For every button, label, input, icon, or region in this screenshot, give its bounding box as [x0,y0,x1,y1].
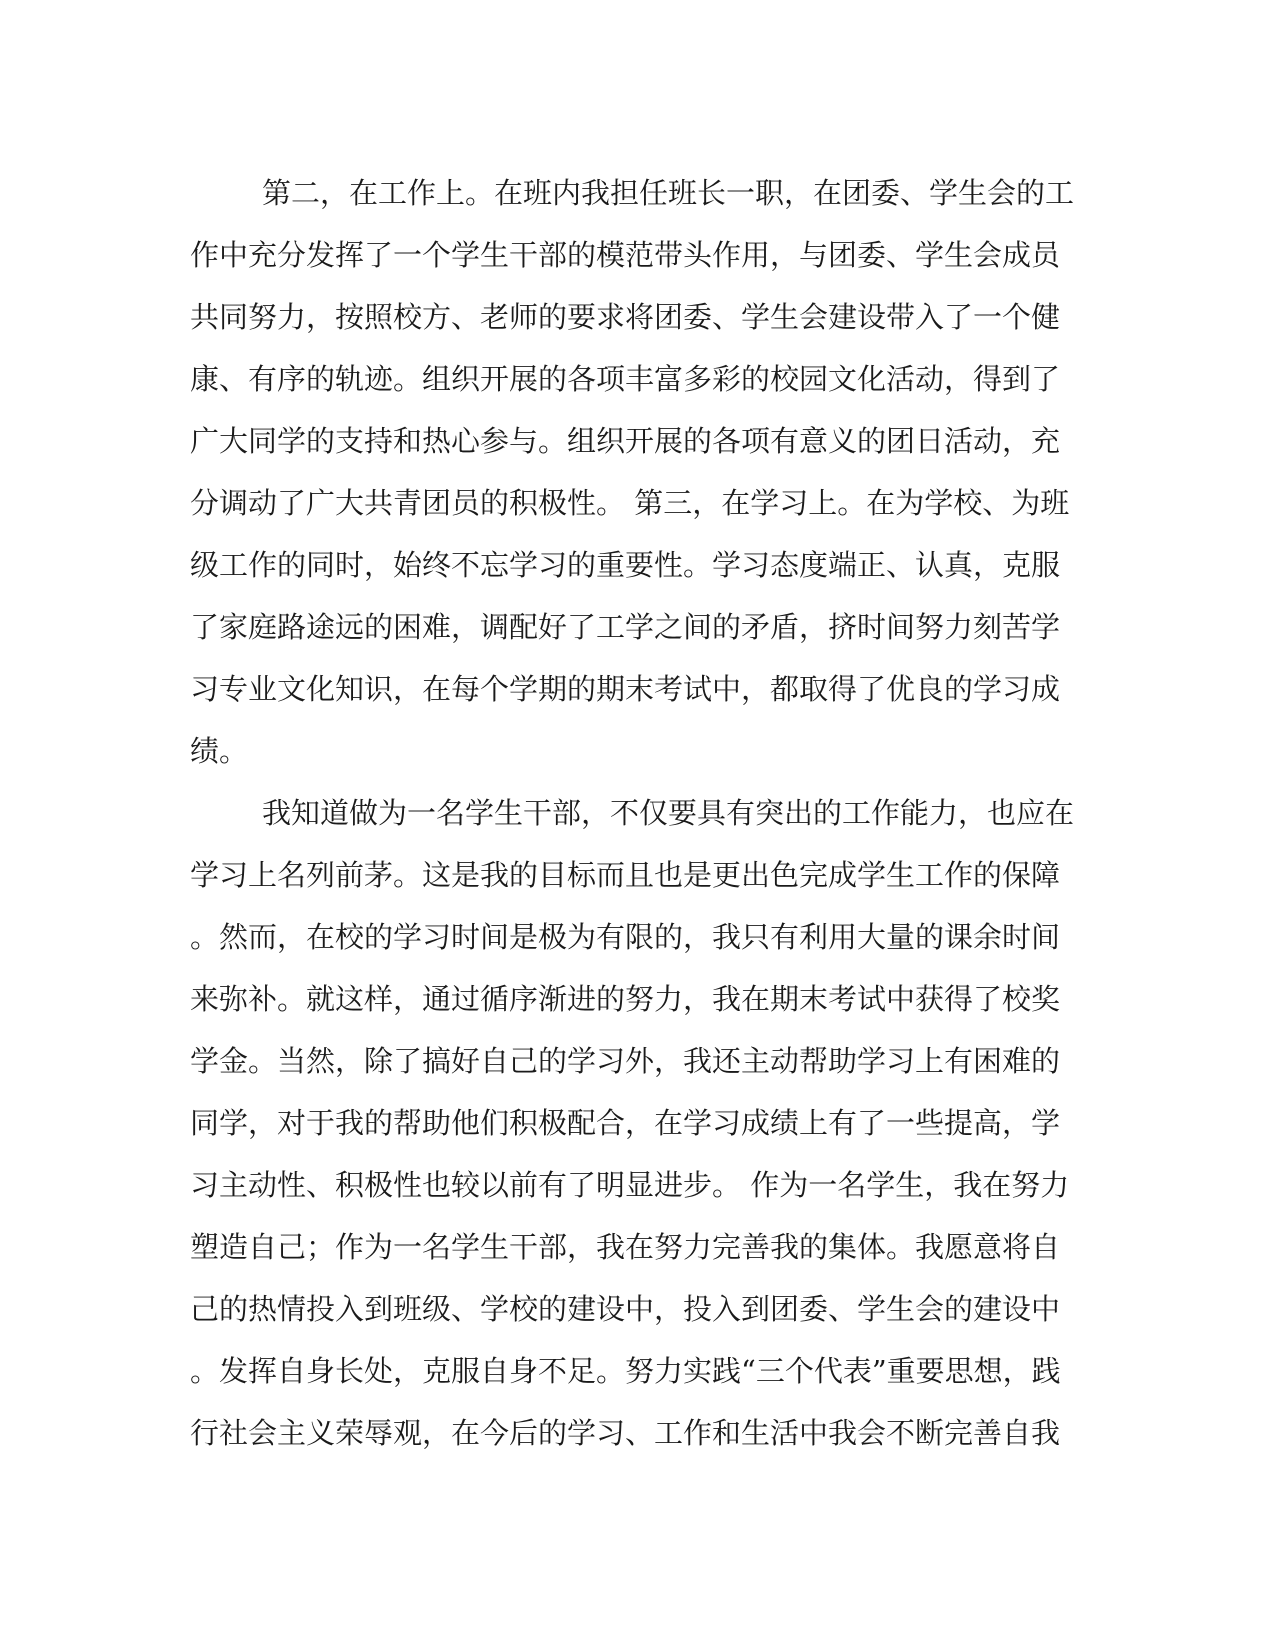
text-line: 广大同学的支持和热心参与。组织开展的各项有意义的团日活动，充 [190,424,1061,458]
text-line: 同学，对于我的帮助他们积极配合，在学习成绩上有了一些提高，学 [190,1106,1061,1140]
text-line: 学习上名列前茅。这是我的目标而且也是更出色完成学生工作的保障 [190,858,1061,892]
text-line: 第二，在工作上。在班内我担任班长一职，在团委、学生会的工 [262,176,1075,210]
text-line: 我知道做为一名学生干部，不仅要具有突出的工作能力，也应在 [262,796,1075,830]
paragraph-work-and-study [190,162,1090,782]
text-line: 来弥补。就这样，通过循序渐进的努力，我在期末考试中获得了校奖 [190,982,1061,1016]
text-line: 分调动了广大共青团员的积极性。 第三，在学习上。在为学校、为班 [190,486,1070,520]
text-line: 共同努力，按照校方、老师的要求将团委、学生会建设带入了一个健 [190,300,1061,334]
text-line: 作中充分发挥了一个学生干部的模范带头作用，与团委、学生会成员 [190,238,1061,272]
body-text [190,162,1090,1464]
text-line: 塑造自己；作为一名学生干部，我在努力完善我的集体。我愿意将自 [190,1230,1061,1264]
text-line: 级工作的同时，始终不忘学习的重要性。学习态度端正、认真，克服 [190,548,1061,582]
text-line: 行社会主义荣辱观，在今后的学习、工作和生活中我会不断完善自我 [190,1416,1061,1450]
text-line: 学金。当然，除了搞好自己的学习外，我还主动帮助学习上有困难的 [190,1044,1061,1078]
text-line: 。然而，在校的学习时间是极为有限的，我只有利用大量的课余时间 [190,920,1061,954]
text-line: 康、有序的轨迹。组织开展的各项丰富多彩的校园文化活动，得到了 [190,362,1061,396]
text-line: 己的热情投入到班级、学校的建设中，投入到团委、学生会的建设中 [190,1292,1061,1326]
text-line: 习主动性、积极性也较以前有了明显进步。 作为一名学生，我在努力 [190,1168,1070,1202]
text-line: 习专业文化知识，在每个学期的期末考试中，都取得了优良的学习成 [190,672,1061,706]
paragraph-student-cadre [190,782,1090,1464]
text-line: 绩。 [190,734,249,768]
text-line: 。发挥自身长处，克服自身不足。努力实践“三个代表”重要思想，践 [190,1354,1061,1388]
text-line: 了家庭路途远的困难，调配好了工学之间的矛盾，挤时间努力刻苦学 [190,610,1061,644]
